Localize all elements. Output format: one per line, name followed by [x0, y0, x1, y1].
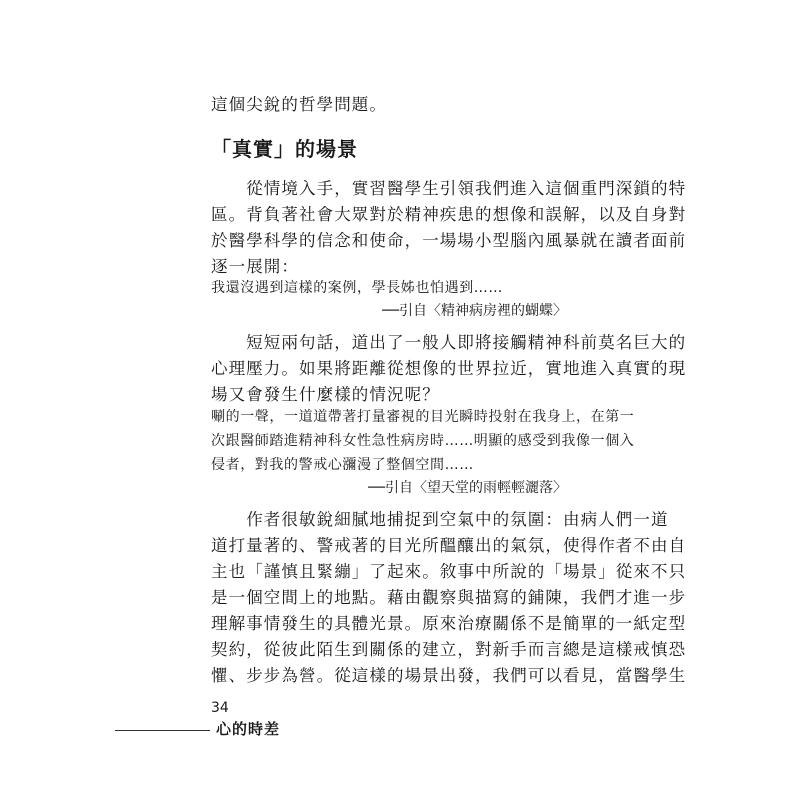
paragraph-1-line: 從情境入手，實習醫學生引領我們進入這個重門深鎖的特	[211, 179, 687, 198]
paragraph-3-line: 理解事情發生的具體光景。原來治療關係不是簡單的一紙定型	[211, 614, 687, 633]
quote-citation: ──引自〈精神病房裡的蝴蝶〉	[382, 303, 567, 319]
opening-line: 這個尖銳的哲學問題。	[211, 95, 387, 114]
paragraph-2-line: 心理壓力。如果將距離從想像的世界拉近，實地進入真實的現	[211, 359, 687, 378]
paragraph-3-line: 道打量著的、警戒著的目光所醞釀出的氣氛，使得作者不由自	[211, 536, 687, 555]
page-number: 34	[211, 700, 229, 716]
paragraph-3-line: 主也「謹慎且緊繃」了起來。敘事中所說的「場景」從來不只	[211, 562, 687, 581]
paragraph-3-line: 契約，從彼此陌生到關係的建立，對新手而言總是這樣戒慎恐	[211, 640, 687, 659]
quote-citation: ──引自〈望天堂的雨輕輕灑落〉	[368, 480, 567, 496]
paragraph-3-line: 懼、步步為營。從這樣的場景出發，我們可以看見，當醫學生	[211, 666, 687, 685]
paragraph-1-line: 逐一展開：	[211, 257, 299, 276]
book-title: 心的時差	[216, 720, 281, 738]
paragraph-3-line: 是一個空間上的地點。藉由觀察與描寫的鋪陳，我們才進一步	[211, 588, 687, 607]
section-heading: 「真實」的場景	[211, 137, 358, 161]
block-quote-line: 唰的一聲，一道道帶著打量審視的目光瞬時投射在我身上，在第一	[211, 409, 635, 425]
paragraph-2-line: 短短兩句話，道出了一般人即將接觸精神科前莫名巨大的	[211, 333, 687, 352]
paragraph-3-line: 作者很敏銳細膩地捕捉到空氣中的氛圍：由病人們一道	[211, 510, 669, 529]
block-quote-line: 侵者，對我的警戒心瀰漫了整個空間……	[211, 457, 474, 473]
block-quote-line: 次跟醫師踏進精神科女性急性病房時……明顯的感受到我像一個入	[211, 433, 635, 449]
block-quote-line: 我還沒遇到這樣的案例，學長姊也怕遇到……	[211, 280, 503, 296]
paragraph-2-line: 場又會發生什麼樣的情況呢？	[211, 385, 440, 404]
paragraph-1-line: 區。背負著社會大眾對於精神疾患的想像和誤解，以及自身對	[211, 205, 687, 224]
paragraph-1-line: 於醫學科學的信念和使命，一場場小型腦內風暴就在讀者面前	[211, 231, 687, 250]
footer-rule	[115, 730, 210, 731]
